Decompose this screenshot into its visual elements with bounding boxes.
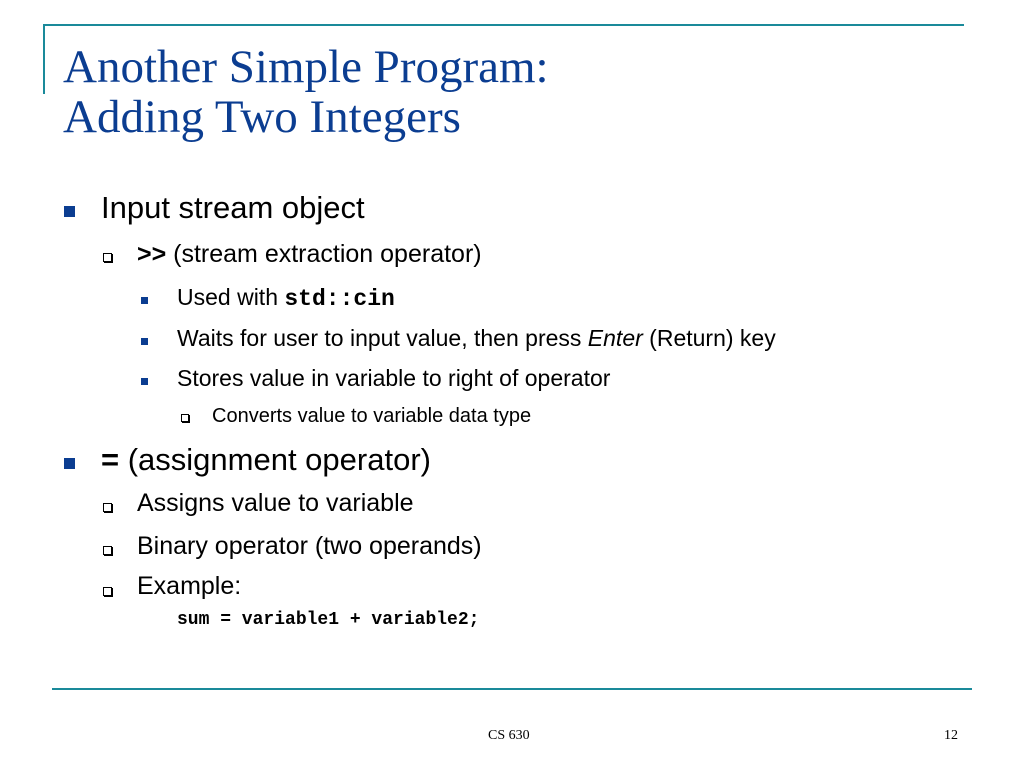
filled-square-bullet-icon — [141, 297, 148, 304]
top-rule — [43, 24, 964, 26]
bullet-used-with — [177, 284, 395, 312]
bullet-text: Converts value to variable data type — [212, 405, 532, 427]
filled-square-bullet-icon — [64, 206, 75, 217]
code-std-cin: std::cin — [284, 286, 395, 312]
left-rule — [43, 24, 45, 94]
bullet-assignment-operator — [101, 442, 431, 478]
bullet-text: (assignment operator) — [119, 442, 431, 477]
bullet-input-stream — [101, 190, 365, 226]
footer-page-number: 12 — [944, 728, 958, 743]
bullet-text: Waits for user to input value, then press — [177, 325, 588, 351]
code-example: sum = variable1 + variable2; — [177, 610, 480, 630]
hollow-square-bullet-icon — [103, 546, 112, 555]
bullet-waits-for-input — [177, 325, 776, 352]
hollow-square-bullet-icon — [103, 587, 112, 596]
bullet-converts-value — [212, 405, 531, 428]
footer-course: CS 630 — [488, 728, 530, 743]
hollow-square-bullet-icon — [103, 503, 112, 512]
operator-symbol: = — [101, 442, 120, 477]
bullet-text: Stores value in variable to right of operator — [177, 365, 611, 391]
title-line-1: Another Simple Program: — [63, 41, 549, 93]
title-line-2: Adding Two Integers — [63, 91, 461, 143]
bullet-text-end: (Return) key — [642, 325, 776, 351]
bullet-text: Input stream object — [101, 190, 365, 225]
bullet-text: Binary operator (two operands) — [137, 532, 482, 560]
bullet-text: (stream extraction operator) — [166, 240, 482, 268]
bullet-stores-value — [177, 365, 610, 392]
filled-square-bullet-icon — [141, 378, 148, 385]
bullet-text: Used with — [177, 284, 285, 310]
enter-key-text: Enter — [587, 325, 643, 351]
bullet-extraction-operator — [137, 240, 482, 269]
bullet-assigns-value — [137, 489, 414, 518]
bullet-text: Assigns value to variable — [137, 489, 414, 517]
hollow-square-bullet-icon — [181, 414, 189, 422]
bullet-example — [137, 572, 241, 601]
filled-square-bullet-icon — [64, 458, 75, 469]
filled-square-bullet-icon — [141, 338, 148, 345]
bottom-rule — [52, 688, 972, 690]
operator-symbol: >> — [137, 240, 167, 268]
slide-title — [63, 42, 549, 142]
hollow-square-bullet-icon — [103, 253, 112, 262]
bullet-text: Example: — [137, 572, 242, 600]
bullet-binary-operator — [137, 532, 482, 561]
